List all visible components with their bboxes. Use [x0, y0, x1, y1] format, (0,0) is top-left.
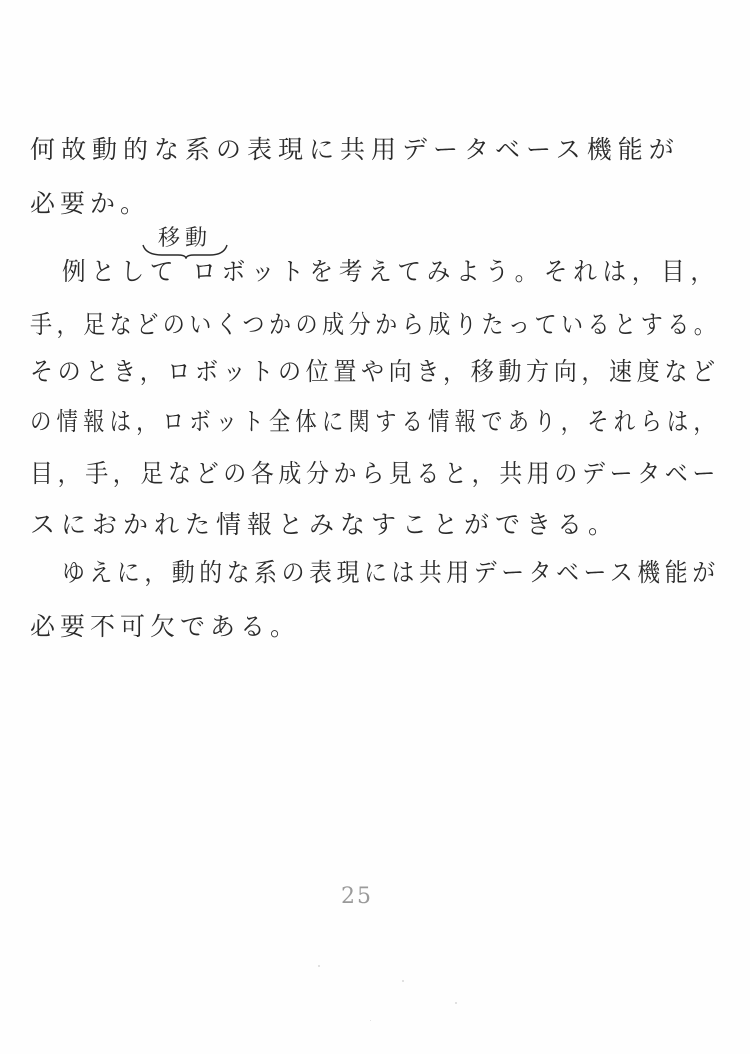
paper-speck [402, 980, 404, 982]
page-number: 25 [341, 884, 373, 909]
text-line-2: 必要か。 [30, 189, 151, 218]
paper-speck [455, 1002, 457, 1004]
text-line-8: スにおかれた情報とみなすことができる。 [30, 510, 620, 539]
paper-speck [318, 965, 320, 967]
text-line-4: 手，足などのいくつかの成分から成りたっているとする。 [30, 310, 721, 339]
text-line-10: 必要不可欠である。 [30, 612, 301, 641]
text-line-7: 目，手，足などの各成分から見ると，共用のデータベー [30, 459, 721, 488]
text-line-9: ゆえに，動的な系の表現には共用データベース機能が [62, 558, 720, 587]
paper-speck [370, 1020, 371, 1021]
text-line-3: 例として ロボットを考えてみよう。それは，目， [62, 257, 720, 286]
insertion-annotation: 移動 [158, 226, 213, 251]
text-line-1: 何故動的な系の表現に共用データベース機能が [30, 135, 680, 164]
text-line-6: の情報は，ロボット全体に関する情報であり，それらは， [30, 407, 720, 436]
text-line-5: そのとき，ロボットの位置や向き，移動方向，速度など [30, 357, 720, 386]
